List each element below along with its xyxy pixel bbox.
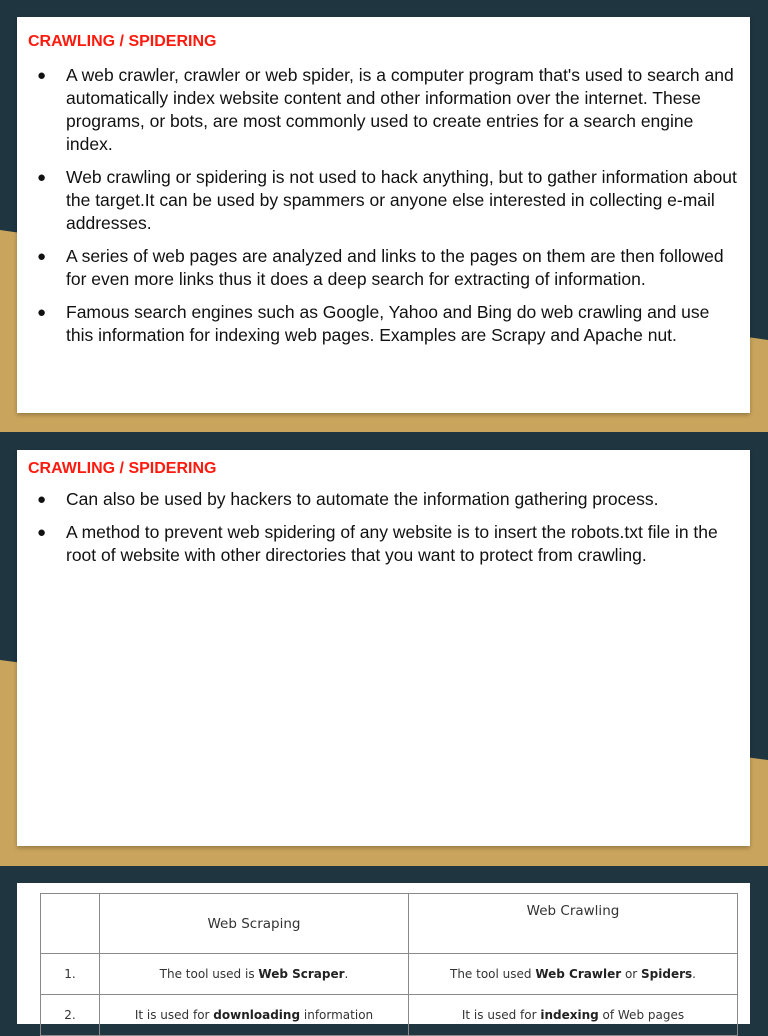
slide-2 (17, 450, 750, 846)
bullet-item: ● Famous search engines such as Google, Yahoo and Bing do web crawling and use this information for indexing web pages. Examples are Scrapy and Apache nut. (37, 302, 710, 345)
crawling-cell: The tool used Web Crawler or Spiders. (409, 954, 738, 995)
bullet-item: ● Can also be used by hackers to automate the information gathering process. (37, 489, 659, 509)
bullet-icon: ● (37, 169, 47, 186)
bullet-icon: ● (37, 304, 47, 321)
slide-title: CRAWLING / SPIDERING (28, 460, 217, 477)
table-header-row (41, 894, 738, 954)
bullet-icon: ● (37, 491, 47, 508)
header-cell-number (41, 894, 100, 954)
bullet-icon: ● (37, 524, 47, 541)
bullet-item: ● Web crawling or spidering is not used to hack anything, but to gather information about the target.It can be used by spammers or anyone else interested in collecting e-mail addresses. (37, 167, 737, 233)
slide-3 (17, 883, 750, 1024)
crawling-cell: It is used for indexing of Web pages (409, 995, 738, 1036)
scraping-cell: The tool used is Web Scraper. (100, 954, 409, 995)
header-cell-web-scraping: Web Scraping (100, 894, 409, 954)
bullet-icon: ● (37, 248, 47, 265)
table-row (41, 995, 738, 1036)
row-number: 2. (41, 995, 100, 1036)
bullet-item: ● A web crawler, crawler or web spider, is a computer program that's used to search and automatically index website content and other information over the internet. These programs, or bots, are most commonly used to create entries for a search engine index. (37, 65, 734, 154)
scraping-cell: It is used for downloading information (100, 995, 409, 1036)
bullet-item: ● A series of web pages are analyzed and links to the pages on them are then followed for even more links thus it does a deep search for extracting of information. (37, 246, 724, 289)
row-number: 1. (41, 954, 100, 995)
bullet-item: ● A method to prevent web spidering of any website is to insert the robots.txt file in the root of website with other directories that you want to protect from crawling. (37, 522, 718, 565)
comparison-table (40, 893, 738, 1036)
bullet-icon: ● (37, 67, 47, 84)
slide-1 (17, 17, 750, 413)
bullet-list (17, 64, 740, 357)
bullet-list (17, 488, 740, 577)
slide-title: CRAWLING / SPIDERING (28, 33, 217, 50)
header-cell-web-crawling: Web Crawling (409, 894, 738, 954)
table-row (41, 954, 738, 995)
